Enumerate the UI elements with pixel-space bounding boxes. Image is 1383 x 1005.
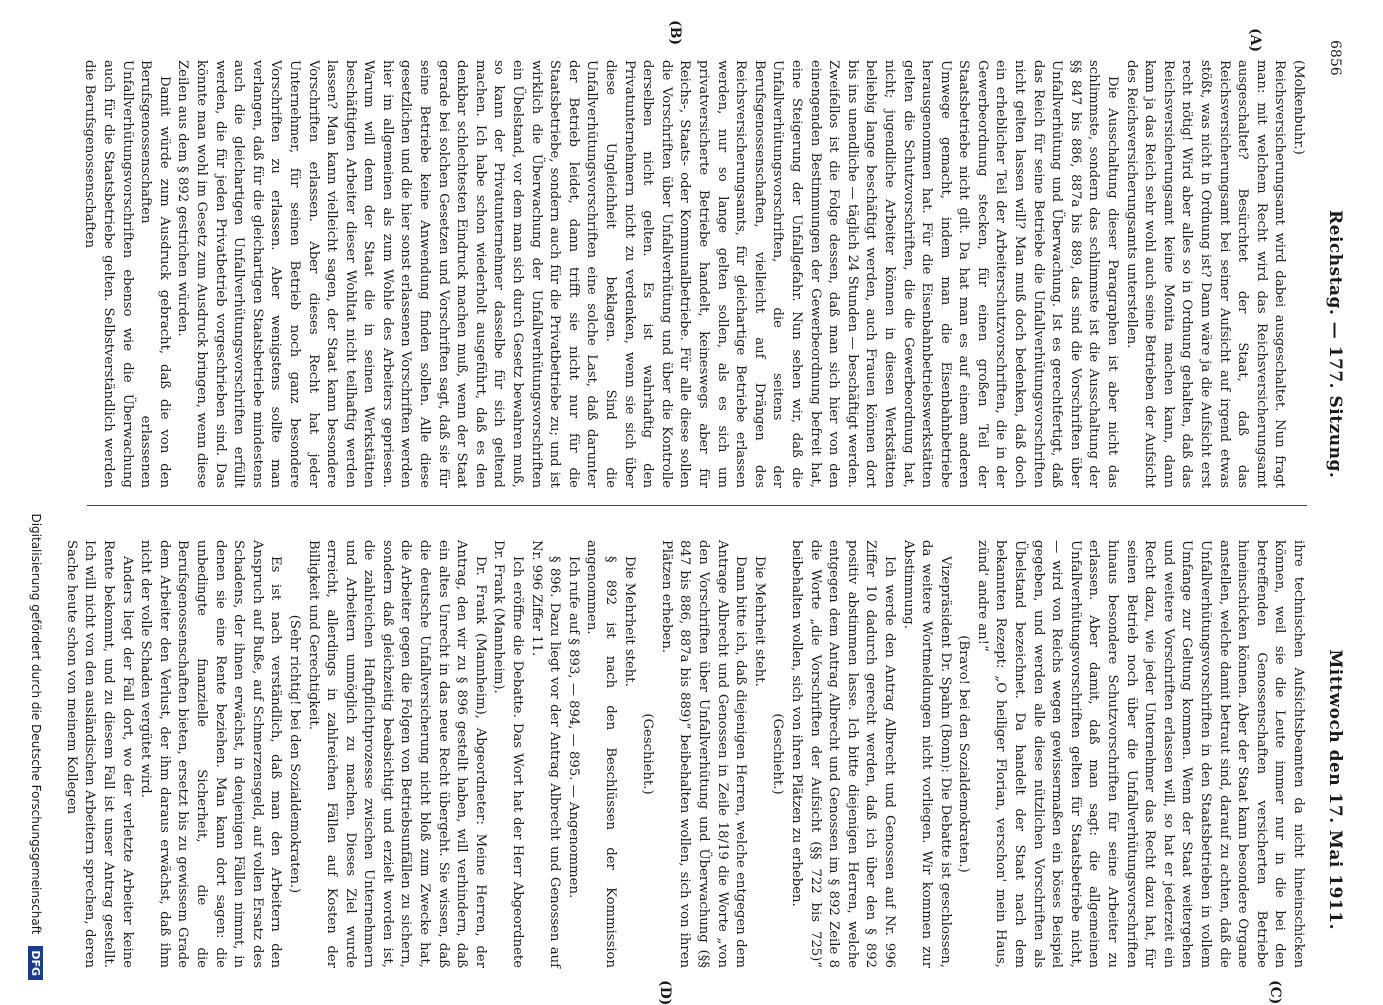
dfg-logo: DFG [28,946,43,980]
margin-marker-c: (C) [1267,980,1283,1005]
paragraph: § 892 ist nach den Beschlüssen der Kommission angenommen. [584,540,619,968]
interjection: (Geschieht.) [640,713,656,795]
margin-marker-d: (D) [657,980,673,1005]
session-title: Reichstag. — 177. Sitzung. [1325,210,1345,479]
interjection: (Bravo! bei den Sozialdemokraten.) [956,635,972,873]
page-number: 6856 [1327,40,1343,76]
paragraph: Die Mehrheit steht. [621,556,637,687]
paragraph: Die Mehrheit steht. [751,556,767,687]
column-divider [87,505,1307,506]
right-column [63,540,1307,968]
paragraph: Es ist nach verständlich, daß man den Arbeitern den Anspruch auf Buße, auf Schmerzensgeld, auf vollen Ersatz des Schadens, der ihnen erwächst, in denjenigen Fällen nimmt, in denen sie eine Rente beziehen. Man kann dort sagen: die unbedingte finanzielle Sicherheit, die die Berufsgenossenschaften bieten, ersetzt bis zu gewissem Grade dem Arbeiter den Verlust, der ihm daraus erwächst, daß ihm nicht der volle Schaden vergütet wird. [138,540,284,968]
interjection: (Sehr richtig! bei den Sozialdemokraten.) [286,614,302,894]
margin-marker-a: (A) [1247,28,1263,53]
session-date: Mittwoch den 17. Mai 1911. [1325,649,1345,930]
paragraph: Die Ausschaltung dieser Paragraphen ist aber nicht das schlimmste, sondern das schlimmste ist die Ausschaltung der §§ 847 bis 886, 887a bis 889, das sind die Vorschriften über Unfallverhütung und Überwachung. Ist es gerechtfertigt, daß das Reich für seine Betriebe die Unfallverhütungsvorschriften nicht gelten lassen will? Man muß doch bedenken, daß doch ein erheblicher Teil der Arbeiterschutzvorschriften, die in der Gewerbeordnung stecken, für einen großen Teil der Staatsbetriebe nicht gilt. Da hat man es auf einem anderen Umwege gemacht, indem man die Eisenbahnbetriebe herausgenommen hat. Für die Eisenbahnbetriebswerkstätten gelten die Schutzvorschriften, die die Gewerbeordnung hat, nicht; jugendliche Arbeiter können in diesen Werkstätten beliebig lange beschäftigt werden, auch Frauen können dort bis ins unendliche — täglich 24 Stunden — beschäftigt werden. Zweifellos ist die Folge dessen, daß man sich hier von den einengenden Bestimmungen der Gewerbeordnung befreit hat, eine Steigerung der Unfallgefahr. Nun sehen wir, daß die Unfallverhütungsvorschriften, die seitens der Berufsgenossenschaften, vielleicht auf Drängen des Reichsversicherungsamts, für gleichartige Betriebe erlassen werden, nur so lange gelten sollen, als es sich um privatversicherte Betriebe handelt, keineswegs aber für Reichs-, Staats- oder Kommunalbetriebe. Für alle diese sollen die Vorschriften über Unfallverhütung und über die Kontrolle derselben nicht gelten. Es ist wahrhaftig den Privatunternehmern nicht zu verdenken, wenn sie sich über diese Ungleichheit beklagen. Sind die Unfallverhütungsvorschriften eine solche Last, daß darunter der Betrieb leidet, dann trifft sie nicht nur für die Staatsbetriebe, sondern auch für die Privatbetriebe zu; und ist wirklich die Überwachung der Unfallverhütungsvorschriften ein Übelstand, vor dem man sich durch Gesetz bewahren muß, so kann der Privatunternehmer dasselbe für sich geltend machen. Ich habe schon wiederholt ausgeführt, daß es den denkbar schlechtesten Eindruck machen muß, wenn der Staat gerade bei solchen Gesetzen und Vorschriften sagt, daß sie für seine Betriebe keine Anwendung finden sollen. Alle diese gesetzlichen und die hier sonst erlassenen Vorschriften werden hier im allgemeinen als zum Wohle des Arbeiters gepriesen. Warum will denn der Staat die in seinen Werkstätten beschäftigten Arbeiter dieser Wohltat nicht teilhaftig werden lassen? Man kann vielleicht sagen, der Staat kann besondere Vorschriften erlassen. Aber dieses Recht hat jeder Unternehmer, für seinen Betrieb noch ganz besondere Vorschriften zu erlassen. Aber wenigstens sollte man verlangen, daß für die gleichartigen Staatsbetriebe mindestens auch die gleichartigen Unfallverhütungsvorschriften erfüllt werden, die für jeden Privatbetrieb vorgeschrieben sind. Das könnte man wohl im Gesetz zum Ausdruck bringen, wenn diese Zeilen aus dem § 892 gestrichen würden. [175,60,1121,488]
left-column [82,60,1307,488]
paragraph: Dr. Frank (Mannheim), Abgeordneter: Meine Herren, der Antrag, den wir zu § 896 gestellt haben, will verhindern, daß ein altes Unrecht in das neue Recht übergeht. Sie wissen, daß die deutsche Unfallversicherung nicht bloß zum Zwecke hat, die Arbeiter gegen die Folgen von Betriebsunfällen zu sichern, sondern daß gleichzeitig beabsichtigt und erzielt worden ist, die zahlreichen Haftpflichtprozesse zwischen Unternehmern und Arbeitern unmöglich zu machen. Dieses Ziel wurde erreicht, allerdings in zahlreichen Fällen auf Kosten der Billigkeit und Gerechtigkeit. [305,540,488,968]
paragraph: Damit würde zum Ausdruck gebracht, daß die von den Berufsgenossenschaften erlassenen Unfallverhütungsvorschriften ebenso wie die Überwachung auch für die Staatsbetriebe gelten. Selbstverständlich werden die Berufsgenossenschaften [82,60,172,488]
credit-text: Digitalisierung gefördert durch die Deutsche Forschungsgemeinschaft [29,513,43,935]
paragraph: Ich werde den Antrag Albrecht und Genossen auf Nr. 996 Ziffer 10 dadurch gerecht werden, daß ich über den § 892 positiv abstimmen lasse. Ich bitte diejenigen Herren, welche entgegen dem Antrag Albrecht und Genossen im § 892 Zeile 8 die Worte „die Vorschriften der Aufsicht (§§ 722 bis 725)“ beibehalten wollen, sich von ihren Plätzen zu erheben. [788,540,897,968]
paragraph: Anders liegt der Fall dort, wo der verletzte Arbeiter keine Rente bekommt, und zu diesem Fall ist unser Antrag gestellt. Ich will nicht von den ausländischen Arbeitern sprechen, deren Sache heute schon von meinem Kollegen [63,540,135,968]
paragraph: Dann bitte ich, daß diejenigen Herren, welche entgegen dem Antrage Albrecht und Genossen in Zeile 18/19 die Worte „von den Vorschriften über Unfallverhütung und Überwachung (§§ 847 bis 886, 887a bis 889)“ beibehalten wollen, sich von ihren Plätzen erheben. [658,540,749,968]
digitization-credit [13,200,43,980]
paragraph: Vizepräsident Dr. Spahn (Bonn): Die Debatte ist geschlossen, da weitere Wortmeldungen nicht vorliegen. Wir kommen zur Abstimmung. [900,540,953,968]
paragraph: Reichsversicherungsamt wird dabei ausgeschaltet. Nun fragt man: mit welchem Recht wird das Reichsversicherungsamt ausgeschaltet? Besürchtet der Staat, daß das Reichsversicherungsamt bei seiner Aufsicht auf irgend etwas stößt, was nicht in Ordnung ist? Dann wäre ja die Aufsicht erst recht nötig! Wird aber alles so in Ordnung gehalten, daß das Reichsversicherungsamt keine Monita machen kann, dann kann ja das Reich sehr wohl auch seine Betrieben der Aufsicht des Reichsversicherungsamts unterstellen. [1123,60,1288,488]
paragraph: Ich rufe auf § 893, — 894, — 895. — Angenommen. [565,556,581,899]
paragraph: Ich eröffne die Debatte. Das Wort hat der Herr Abgeordnete Dr. Frank (Mannheim). [491,540,526,968]
running-head [1317,40,1347,970]
margin-marker-b: (B) [667,20,683,46]
interjection: (Geschieht.) [770,713,786,795]
paragraph: § 896. Dazu liegt vor der Antrag Albrecht und Genossen auf Nr. 996 Ziffer 11. [528,540,563,968]
speaker-tag: (Molkenbuhr.) [1291,60,1306,155]
paragraph: ihre technischen Aufsichtsbeamten da nicht hineinschicken können, weil sie die Leute immer nur in die bei den betreffenden Genossenschaften versicherten Betriebe hineinschicken können. Aber der Staat kann besondere Organe anstellen, welche damit betraut sind, darauf zu achten, daß die Unfallverhütungsvorschriften in den Staatsbetrieben in vollem Umfange zur Geltung kommen. Wenn der Staat weitergehen und weitere Vorschriften erlassen will, so hat er jederzeit ein Recht dazu, wie jeder Unternehmer das Recht dazu hat, für seinen Betrieb noch über die Unfallverhütungsvorschriften hinaus besondere Schutzvorschriften für seine Arbeiter zu erlassen. Aber damit, daß man sagt: die allgemeinen Unfallverhütungsvorschriften gelten für Staatsbetriebe nicht, — wird von Reichs wegen gewissermaßen ein böses Beispiel gegeben, und werden alle diese nützlichen Vorschriften als Übelstand bezeichnet. Da handelt der Staat nach dem bekannten Rezept: „O heiliger Florian, verschon' mein Haus, zünd' andre an!“ [974,540,1306,968]
